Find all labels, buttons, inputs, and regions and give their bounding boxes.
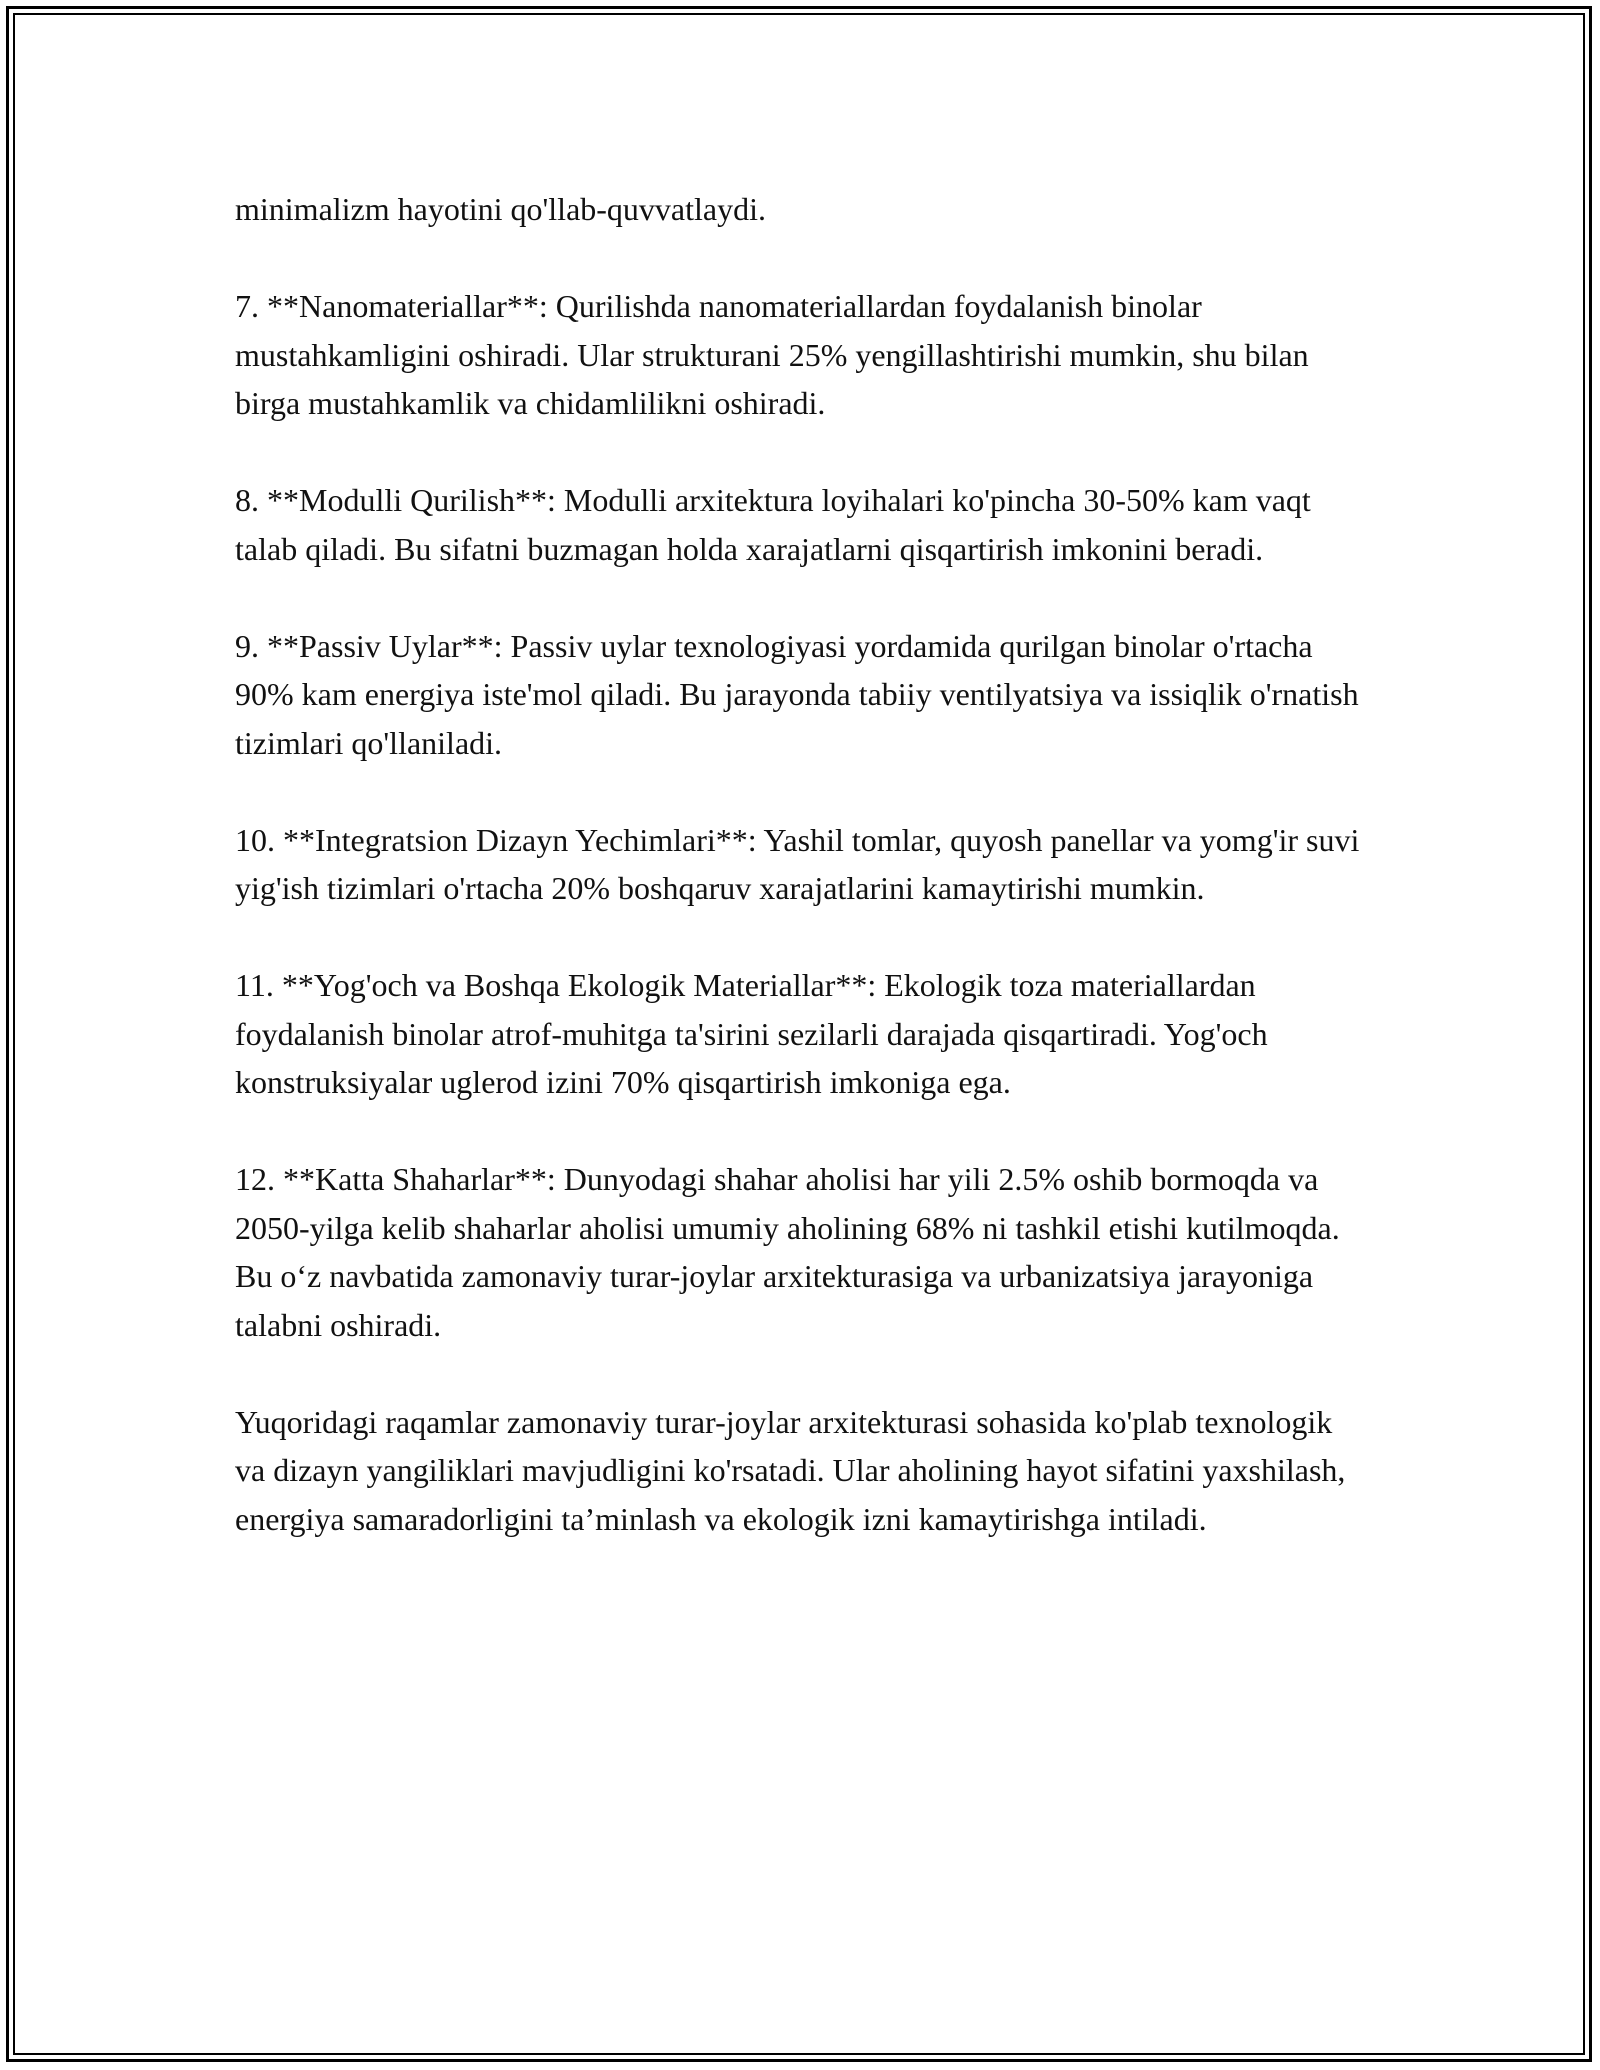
paragraph-passive-houses: 9. **Passiv Uylar**: Passiv uylar texnologiyasi yordamida qurilgan binolar o'rtacha 90% kam energiya iste'mol qiladi. Bu jarayonda tabiiy ventilyatsiya va issiqlik o'rnatish tizimlari qo'llaniladi. [235, 627, 1359, 761]
paragraph-modular-construction: 8. **Modulli Qurilish**: Modulli arxitektura loyihalari ko'pincha 30-50% kam vaqt talab qiladi. Bu sifatni buzmagan holda xarajatlarni qisqartirish imkonini beradi. [235, 482, 1311, 567]
paragraph-continuation: minimalizm hayotini qo'llab-quvvatlaydi. [235, 191, 766, 227]
paragraph-eco-materials: 11. **Yog'och va Boshqa Ekologik Materiallar**: Ekologik toza materiallardan foydalanish binolar atrof-muhitga ta'sirini sezilarli darajada qisqartiradi. Yog'och konstruksiyalar uglerod izini 70% qisqartirish imkoniga ega. [235, 967, 1268, 1100]
paragraph-nanomaterials: 7. **Nanomateriallar**: Qurilishda nanomateriallardan foydalanish binolar mustahkamligini oshiradi. Ular strukturani 25% yengillashtirishi mumkin, shu bilan birga mustahkamlik va chidamlilikni oshiradi. [235, 288, 1309, 421]
document-body [235, 185, 1365, 1592]
paragraph-conclusion: Yuqoridagi raqamlar zamonaviy turar-joylar arxitekturasi sohasida ko'plab texnologik va dizayn yangiliklari mavjudligini ko'rsatadi. Ular aholining hayot sifatini yaxshilash, energiya samaradorligini ta’minlash va ekologik izni kamaytirishga intiladi. [235, 1403, 1346, 1537]
paragraph-big-cities: 12. **Katta Shaharlar**: Dunyodagi shahar aholisi har yili 2.5% oshib bormoqda va 2050-yilga kelib shaharlar aholisi umumiy aholining 68% ni tashkil etishi kutilmoqda. Bu o‘z navbatida zamonaviy turar-joylar arxitekturasiga va urbanizatsiya jarayoniga talabni oshiradi. [235, 1161, 1340, 1343]
paragraph-integrated-design: 10. **Integratsion Dizayn Yechimlari**: Yashil tomlar, quyosh panellar va yomg'ir suvi yig'ish tizimlari o'rtacha 20% boshqaruv xarajatlarini kamaytirishi mumkin. [235, 821, 1360, 906]
